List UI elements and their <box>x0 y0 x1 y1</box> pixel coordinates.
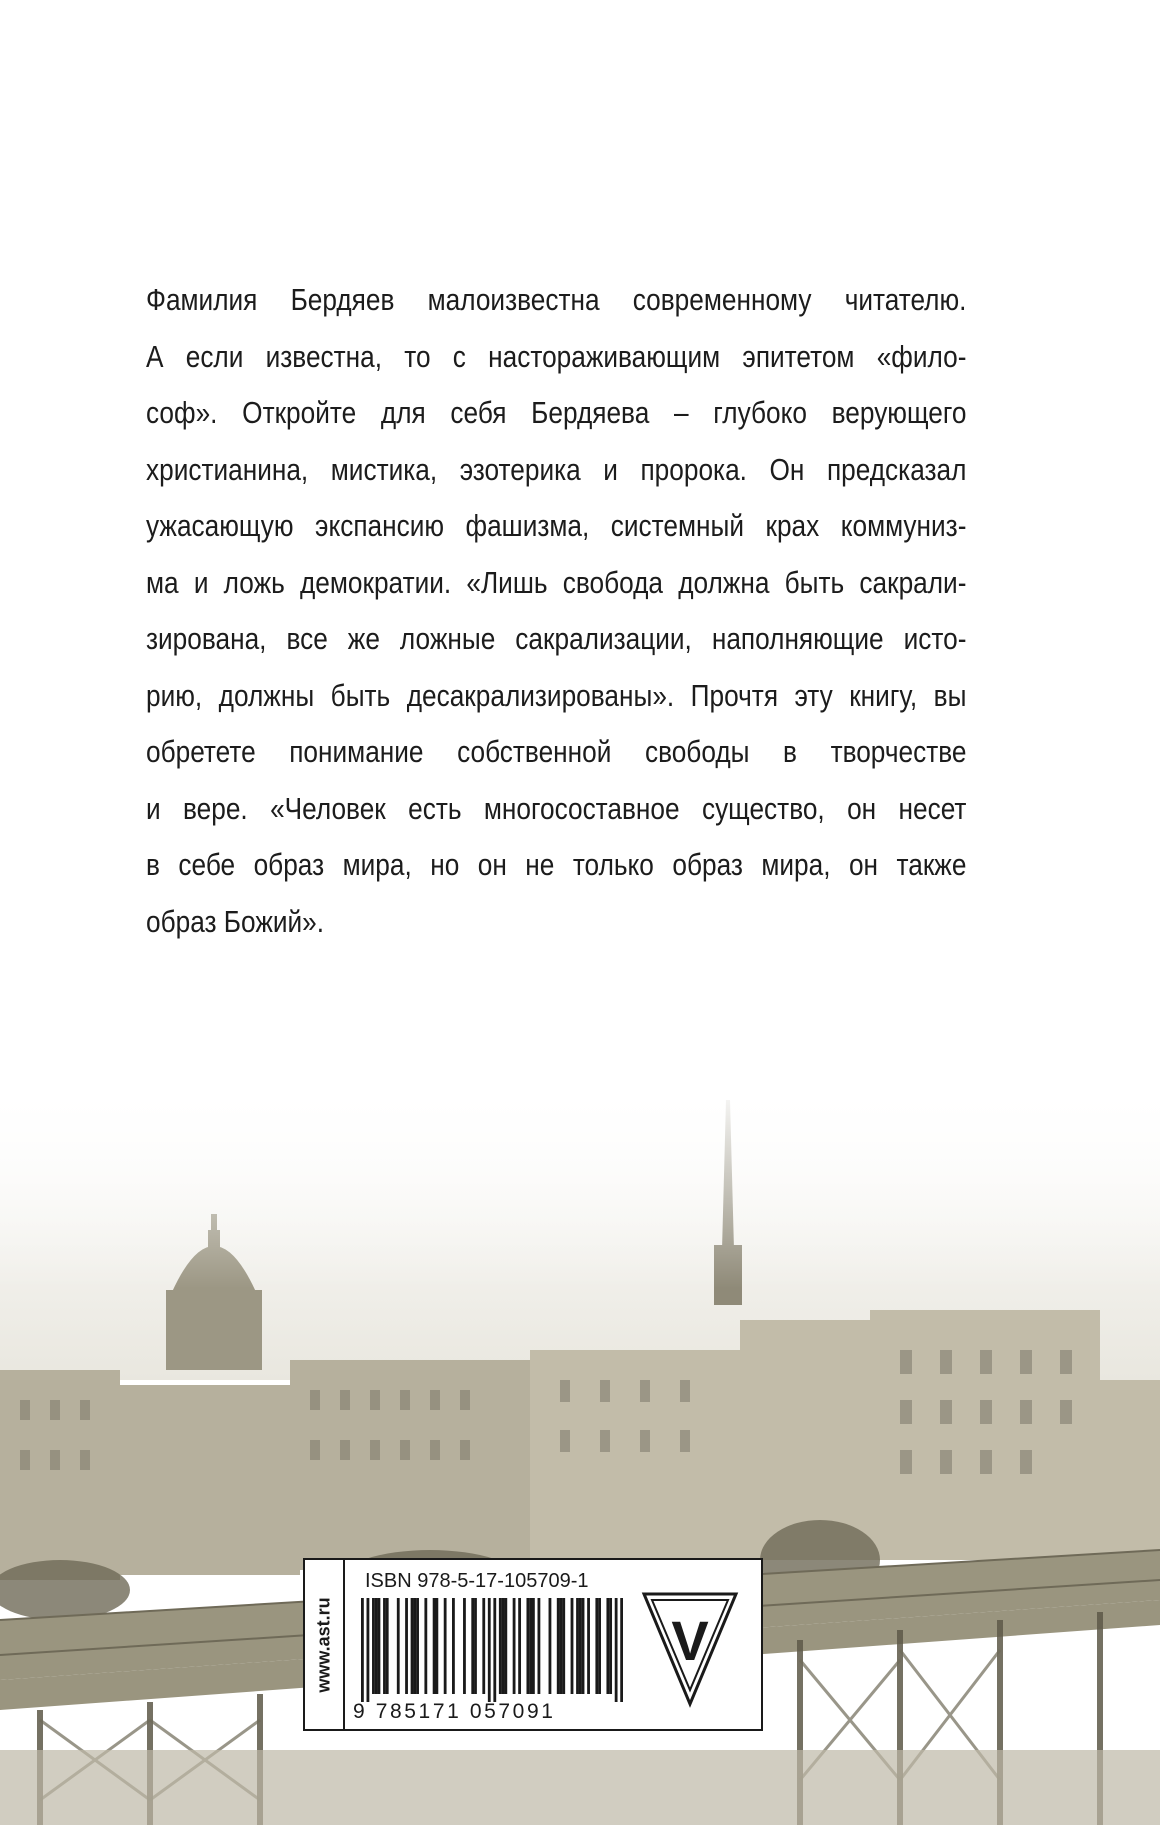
barcode-bar <box>557 1598 560 1694</box>
publisher-url <box>305 1560 345 1729</box>
barcode-bar <box>372 1598 375 1694</box>
barcode-bar <box>482 1598 485 1694</box>
blurb-line: ма и ложь демократии. «Лишь свобода должна быть сакрали- <box>146 565 967 600</box>
publisher-logo-letter: V <box>671 1609 709 1672</box>
barcode-bar <box>582 1598 585 1694</box>
barcode-bar <box>411 1598 414 1694</box>
barcode-bar <box>504 1598 507 1694</box>
barcode-bar <box>444 1598 447 1694</box>
blurb-line: обретете понимание собственной свободы в творчестве <box>146 735 967 769</box>
blurb-line: образ Божий». <box>146 904 325 939</box>
barcode-bar <box>620 1598 623 1702</box>
barcode-bar <box>526 1598 529 1694</box>
barcode-bar <box>562 1598 565 1694</box>
blurb-line: ужасающую экспансию фашизма, системный крах коммуниз- <box>146 509 967 543</box>
blurb-line: в себе образ мира, но он не только образ мира, он также <box>146 848 967 882</box>
barcode-bar <box>560 1598 563 1694</box>
barcode-bar <box>383 1598 386 1694</box>
barcode-bar <box>513 1598 516 1694</box>
blurb-line: рию, должны быть десакрализированы». Прочтя эту книгу, вы <box>146 678 967 713</box>
barcode-bar <box>463 1598 466 1694</box>
blurb-line: христианина, мистика, эзотерика и пророка. Он предсказал <box>146 452 967 487</box>
back-cover-blurb <box>146 272 967 950</box>
blurb-line: А если известна, то с настораживающим эпитетом «фило- <box>146 339 967 374</box>
barcode-bar <box>595 1598 598 1694</box>
blurb-line: и вере. «Человек есть многосоставное существо, он несет <box>146 791 967 826</box>
barcode-bar <box>571 1598 574 1694</box>
barcode-bar <box>416 1598 419 1694</box>
barcode-label <box>303 1558 763 1731</box>
barcode-bar <box>488 1598 491 1702</box>
barcode-bar <box>579 1598 582 1694</box>
barcode-bar <box>474 1598 477 1694</box>
barcode-bar <box>532 1598 535 1694</box>
barcode-bar <box>378 1598 381 1694</box>
isbn-text: ISBN 978-5-17-105709-1 <box>365 1570 589 1592</box>
barcode-digits: 9 785171 057091 <box>353 1700 556 1723</box>
barcode-bar <box>529 1598 532 1694</box>
barcode-bar <box>452 1598 455 1694</box>
barcode-bar <box>397 1598 400 1694</box>
blurb-line: Фамилия Бердяев малоизвестна современному читателю. <box>146 283 967 317</box>
barcode-bar <box>361 1598 364 1702</box>
barcode-bar <box>587 1598 590 1694</box>
barcode-bar <box>435 1598 438 1694</box>
barcode-bar <box>367 1598 370 1702</box>
barcode-bar <box>405 1598 408 1694</box>
barcode-bar <box>609 1598 612 1694</box>
publisher-logo <box>640 1590 740 1708</box>
barcode-bar <box>576 1598 579 1694</box>
barcode-bar <box>433 1598 436 1694</box>
blurb-line: соф». Откройте для себя Бердяева – глубоко верующего <box>146 396 967 430</box>
barcode-bar <box>375 1598 378 1694</box>
barcode-bar <box>499 1598 502 1694</box>
barcode-bar <box>538 1598 541 1694</box>
barcode-bar <box>518 1598 521 1694</box>
blurb-line: зирована, все же ложные сакрализации, наполняющие исто- <box>146 622 967 656</box>
barcode-bar <box>493 1598 496 1702</box>
barcode-bar <box>386 1598 389 1694</box>
barcode-bar <box>424 1598 427 1694</box>
barcode-bar <box>615 1598 618 1702</box>
barcode-bar <box>598 1598 601 1694</box>
barcode-bars <box>361 1598 623 1702</box>
barcode-bar <box>606 1598 609 1694</box>
barcode-bar <box>413 1598 416 1694</box>
barcode-bar <box>549 1598 552 1694</box>
publisher-url-text: www.ast.ru <box>313 1596 334 1693</box>
barcode-bar <box>502 1598 505 1694</box>
barcode-bar <box>471 1598 474 1694</box>
